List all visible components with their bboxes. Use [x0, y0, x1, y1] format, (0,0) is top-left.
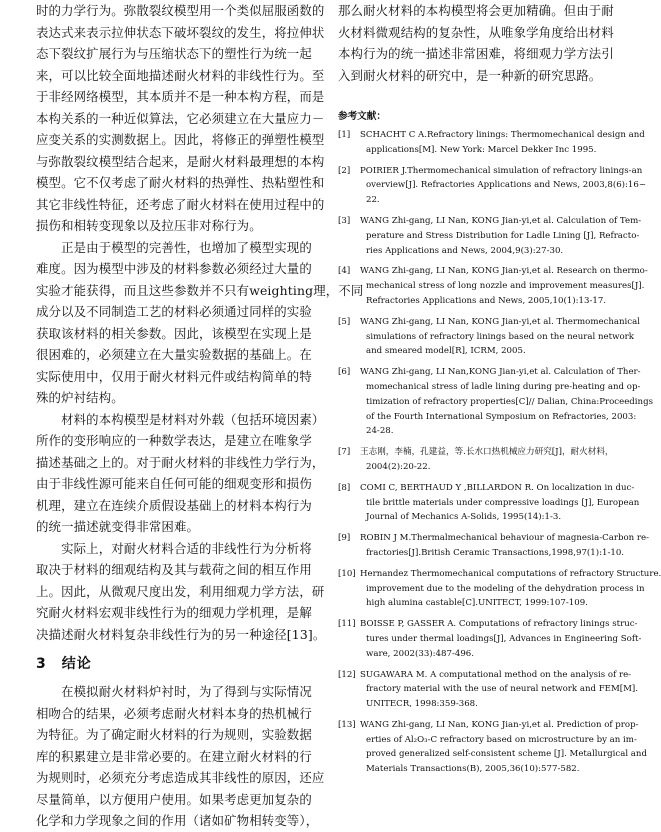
text-line: 机理，建立在连续介质假设基础上的材料本构行为	[36, 497, 312, 513]
reference-line: mechanical stress of long nozzle and improvement measures[J].	[366, 281, 645, 292]
reference-line: Materials Transactions(B), 2005,36(10):577-582.	[366, 764, 580, 775]
reference-line: overview[J]. Refractories Applications and News, 2003,8(6):16~	[366, 180, 647, 191]
reference-line: WANG Zhi-gang, LI Nan, KONG Jian-yi,et al. Calculation of Tem-	[360, 215, 642, 226]
text-line: 于非经网络模型，其本质并不是一种本构方程，而是	[36, 89, 325, 104]
reference-line: WANG Zhi-gang, LI Nan, KONG Jian-yi,et al. Research on thermo-	[360, 266, 648, 277]
text-line: 相吻合的结果，必须考虑耐火材料本身的热机械行	[36, 705, 312, 721]
text-line: 其它非线性特征，还考虑了耐火材料在使用过程中的	[36, 196, 325, 212]
reference-line: ROBIN J M.Thermalmechanical behaviour of magnesia-Carbon re-	[360, 533, 649, 544]
reference-number: [5]	[338, 316, 351, 327]
text-line: 应变关系的实测数据上。因此，将修正的弹塑性模型	[36, 132, 325, 147]
text-line: 上。因此，从微观尺度出发，利用细观力学方法，研	[36, 583, 325, 599]
text-line: 表达式来表示拉伸状态下破坏裂纹的发生，将拉伸状	[36, 24, 325, 40]
reference-number: [4]	[338, 266, 351, 277]
text-line: 火材料微观结构的复杂性，从唯象学角度给出材料	[338, 24, 614, 40]
reference-number: [11]	[338, 619, 356, 630]
text-line: 究耐火材料宏观非线性行为的细观力学机理，是解	[36, 605, 312, 620]
reference-text	[360, 531, 649, 561]
text-line: 入到耐火材料的研究中，是一种新的研究思路。	[338, 67, 602, 83]
reference-item	[338, 445, 618, 475]
reference-line: WANG Zhi-gang, LI Nan, KONG Jian-yi,et al. Prediction of prop-	[360, 719, 639, 730]
reference-line: SCHACHT C A.Refractory linings: Thermomechanical design and	[360, 130, 645, 140]
reference-line: fractories[J].British Ceramic Transactions,1998,97(1):1-10.	[366, 547, 625, 558]
reference-text	[360, 315, 640, 359]
reference-line: proved generalized self-consistent scheme [J]. Metallurgical and	[366, 749, 647, 760]
text-line: 与弥散裂纹模型结合起来，是耐火材料最理想的本构	[36, 153, 325, 169]
text-line: 难度。因为模型中涉及的材料参数必须经过大量的	[36, 261, 312, 276]
reference-number: [1]	[338, 130, 351, 140]
reference-line: of the Fourth International Symposium on Refractories, 2003:	[366, 411, 637, 422]
text-line: 来，可以比较全面地描述耐火材料的非线性行为。至	[36, 67, 325, 83]
reference-text	[360, 365, 653, 439]
reference-line: ries Applications and News, 2004,9(3):27-30.	[366, 245, 564, 256]
text-line: 的统一描述就变得非常困难。	[36, 519, 200, 534]
text-line: 由于非线性源可能来自任何可能的细观变形和损伤	[36, 476, 312, 491]
text-line: 很困难的，必须建立在大量实验数据的基础上。在	[36, 347, 312, 362]
paragraph-5	[36, 681, 325, 832]
reference-item	[338, 531, 649, 561]
reference-text	[360, 481, 639, 525]
text-line: 取决于材料的细观结构及其与载荷之间的相互作用	[36, 562, 312, 577]
reference-item	[338, 567, 661, 611]
text-line: 为规则时，必须充分考虑造成其非线性的原因，还应	[36, 770, 325, 785]
reference-line: BOISSE P, GASSER A. Computations of refractory linings struc-	[360, 619, 638, 630]
reference-line: 24-28.	[366, 426, 394, 437]
reference-line: erties of Al₂O₃-C refractory based on microstructure by an im-	[366, 734, 637, 745]
reference-line: 22.	[366, 195, 380, 206]
reference-line: 2004(2):20-22.	[366, 461, 431, 472]
reference-text	[360, 214, 641, 258]
reference-text	[360, 567, 661, 611]
reference-text	[360, 128, 645, 158]
text-line: 描述基础之上的。对于耐火材料的非线性力学行为，	[36, 454, 325, 470]
text-line: 材料的本构模型是材料对外载（包括环境因素）	[36, 411, 325, 427]
reference-text	[360, 668, 638, 712]
references-title: 参考文献：	[338, 111, 386, 122]
paragraph-2	[36, 237, 364, 409]
text-line: 为特征。为了确定耐火材料的行为规则，实验数据	[36, 727, 312, 742]
text-line: 本构行为的统一描述非常困难，将细观力学方法引	[338, 46, 614, 61]
reference-line: tures under thermal loadings[J], Advances in Engineering Soft-	[366, 633, 642, 644]
reference-line: momechanical stress of ladle lining during pre-heating and op-	[366, 381, 641, 392]
reference-text	[360, 264, 648, 308]
text-line: 本构关系的一种近似算法，它必须建立在大量应力－	[36, 110, 325, 126]
reference-line: WANG Zhi-gang, LI Nan, KONG Jian-yi,et al. Thermomechanical	[360, 316, 640, 327]
text-line: 决描述耐火材料复杂非线性行为的另一种途径[13]。	[36, 626, 326, 642]
reference-line: improvement due to the modeling of the dehydration process in	[366, 583, 645, 594]
text-line: 模型。它不仅考虑了耐火材料的热弹性、热粘塑性和	[36, 175, 325, 190]
text-line: 在模拟耐火材料炉衬时，为了得到与实际情况	[36, 684, 312, 699]
paragraph-4	[36, 538, 326, 646]
reference-line: WANG Zhi-gang, LI Nan,KONG Jian-yi,et al. Calculation of Ther-	[360, 367, 641, 378]
reference-item	[338, 128, 645, 158]
reference-item	[338, 365, 653, 439]
reference-item	[338, 668, 638, 712]
text-line: 损伤和相转变现象以及拉压非对称行为。	[36, 218, 262, 233]
reference-item	[338, 214, 642, 258]
reference-line: and smeared model[R], ICRM, 2005.	[366, 346, 526, 357]
text-line: 实际使用中，仅用于耐火材料元件或结构简单的特	[36, 368, 312, 384]
text-line: 态下裂纹扩展行为与压缩状态下的塑性行为统一起	[36, 46, 312, 61]
text-line: 实验才能获得，而且这些参数并不只有weighting理，不同	[36, 282, 364, 298]
text-line: 正是由于模型的完善性，也增加了模型实现的	[36, 239, 312, 255]
paragraph-right-1	[338, 0, 618, 86]
paragraph-1	[36, 0, 325, 237]
reference-line: Refractories Applications and News, 2005,10(1):13-17.	[366, 295, 607, 306]
reference-line: Journal of Mechanics A-Solids, 1995(14):1-3.	[366, 512, 562, 523]
reference-item	[338, 264, 648, 308]
text-line: 化学和力学现象之间的作用（诸如矿物相转变等），	[36, 813, 319, 828]
reference-text	[360, 718, 647, 777]
reference-item	[338, 315, 640, 359]
text-line: 库的积累建立是非常必要的。在建立耐火材料的行	[36, 748, 312, 764]
reference-line: 王志刚，李楠，孔建益，等.长水口热机械应力研究[J]，耐火材料，	[360, 447, 614, 458]
reference-text	[360, 164, 646, 208]
reference-line: ware, 2002(33):487-496.	[366, 648, 474, 659]
section-heading-conclusion: 3 结论	[36, 656, 92, 672]
reference-line: tile brittle materials under compressive loadings [J], European	[366, 497, 640, 508]
text-line: 殊的炉衬结构。	[36, 390, 124, 405]
reference-line: high alumina castable[C].UNITECT, 1999:107-109.	[366, 598, 588, 609]
reference-number: [9]	[338, 533, 351, 544]
reference-item	[338, 718, 647, 777]
reference-line: fractory material with the use of neural network and FEM[M].	[366, 684, 638, 695]
text-line: 那么耐火材料的本构模型将会更加精确。但由于耐	[338, 3, 614, 18]
reference-list	[338, 128, 661, 777]
text-line: 实际上，对耐火材料合适的非线性行为分析将	[36, 540, 312, 556]
text-line: 成分以及不同制造工艺的材料必须通过同样的实验	[36, 304, 312, 319]
reference-line: Hernandez Thermomechanical computations of refractory Structure.	[360, 568, 661, 579]
reference-text	[360, 445, 618, 475]
text-line: 获取该材料的相关参数。因此，该模型在实现上是	[36, 325, 312, 341]
text-line: 时的力学行为。弥散裂纹模型用一个类似屈服函数的	[36, 3, 325, 18]
reference-number: [13]	[338, 719, 356, 730]
reference-number: [8]	[338, 482, 351, 493]
reference-number: [3]	[338, 215, 351, 226]
reference-text	[360, 617, 641, 661]
reference-number: [12]	[338, 669, 356, 680]
reference-number: [7]	[338, 447, 351, 458]
reference-line: POIRIER J.Thermomechanical simulation of refractory linings-an	[360, 165, 643, 176]
text-line: 尽量简单，以方便用户使用。如果考虑更加复杂的	[36, 791, 312, 807]
reference-number: [2]	[338, 165, 351, 176]
reference-line: timization of refractory properties[C]// Dalian, China:Proceedings	[366, 396, 653, 407]
reference-line: applications[M]. New York: Marcel Dekker Inc 1995.	[366, 144, 597, 155]
reference-number: [6]	[338, 367, 351, 378]
paragraph-3	[36, 409, 325, 538]
reference-number: [10]	[338, 568, 356, 579]
right-column	[338, 0, 661, 783]
reference-line: perature and Stress Distribution for Ladle Lining [J], Refracto-	[366, 230, 640, 241]
reference-line: COMI C, BERTHAUD Y ,BILLARDON R. On localization in duc-	[360, 482, 635, 493]
text-line: 所作的变形响应的一种数学表达，是建立在唯象学	[36, 433, 312, 448]
reference-line: SUGAWARA M. A computational method on the analysis of re-	[360, 669, 632, 680]
reference-item	[338, 481, 640, 525]
reference-line: simulations of refractory linings based on the neural network	[366, 331, 634, 342]
reference-item	[338, 164, 647, 208]
reference-item	[338, 617, 642, 661]
reference-line: UNITECR, 1998:359-368.	[366, 699, 478, 710]
